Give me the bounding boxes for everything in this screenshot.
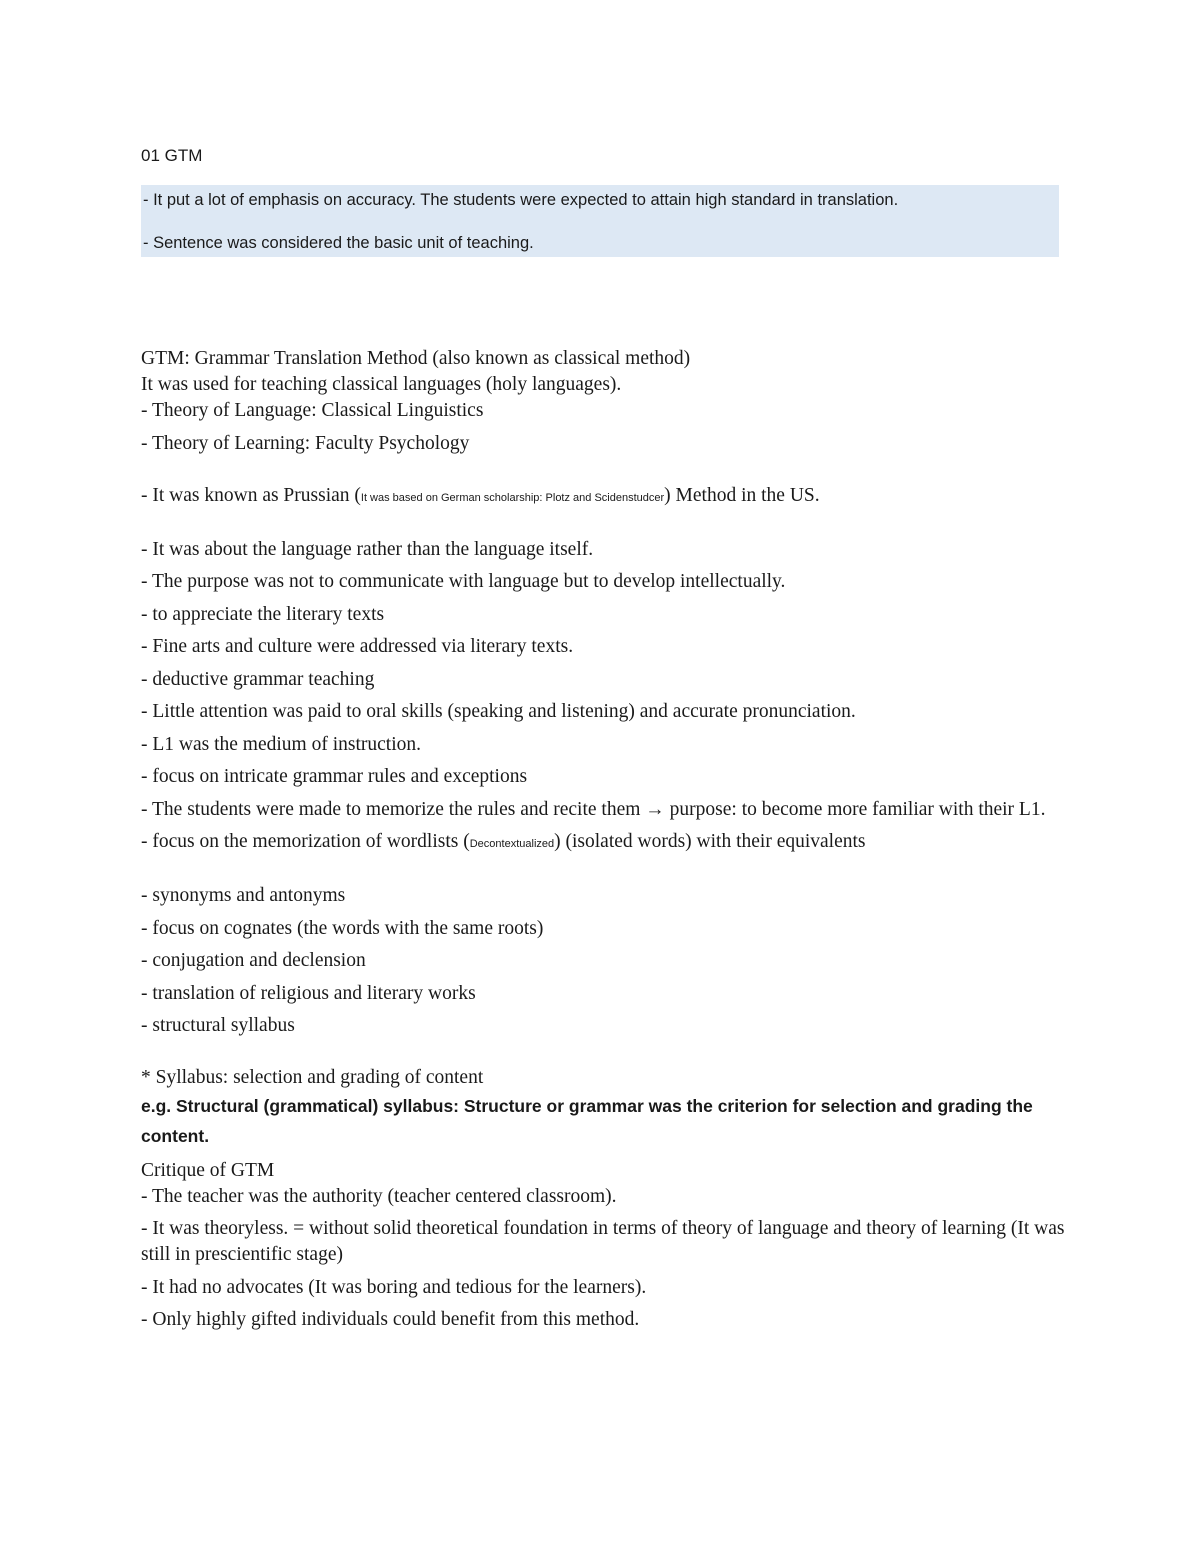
wordlists-before: - focus on the memorization of wordlists ( xyxy=(141,831,470,852)
point-4: - Fine arts and culture were addressed via literary texts. xyxy=(141,636,574,657)
prussian-after: ) Method in the US. xyxy=(664,484,820,506)
wordlists-after: ) (isolated words) with their equivalents xyxy=(554,831,866,852)
critique-heading: Critique of GTM xyxy=(141,1159,275,1181)
point-7: - L1 was the medium of instruction. xyxy=(141,733,421,755)
intro-heading: GTM: Grammar Translation Method (also known as classical method) xyxy=(141,348,691,369)
point-1: - It was about the language rather than the language itself. xyxy=(141,538,594,560)
prussian-before: - It was known as Prussian ( xyxy=(141,484,361,506)
point-5: - deductive grammar teaching xyxy=(141,668,375,690)
document-title: 01 GTM xyxy=(141,146,203,165)
intro-line-3: - Theory of Learning: Faculty Psychology xyxy=(141,432,470,454)
wordlists-line xyxy=(141,829,1066,857)
highlight-line-1: - It put a lot of emphasis on accuracy. The students were expected to attain high standard in translation. xyxy=(143,191,899,209)
critique-item-1: - The teacher was the authority (teacher centered classroom). xyxy=(141,1185,617,1207)
syllabus-line: * Syllabus: selection and grading of content xyxy=(141,1067,484,1088)
wordlists-note: Decontextualized xyxy=(469,838,555,850)
critique-item-2: - It was theoryless. = without solid theoretical foundation in terms of theory of language and theory of learning (It was still in prescientific stage) xyxy=(141,1218,1065,1265)
point2-3: - conjugation and declension xyxy=(141,950,366,971)
prussian-line xyxy=(141,483,1066,511)
critique-item-3: - It had no advocates (It was boring and tedious for the learners). xyxy=(141,1276,647,1298)
point-9: - The students were made to memorize the rules and recite them → purpose: to become more familiar with their L1. xyxy=(141,798,1046,820)
critique-item-4: - Only highly gifted individuals could benefit from this method. xyxy=(141,1309,640,1330)
point-2: - The purpose was not to communicate with language but to develop intellectually. xyxy=(141,571,786,592)
prussian-note: It was based on German scholarship: Plotz and Scidenstudcer xyxy=(360,491,665,504)
point-8: - focus on intricate grammar rules and exceptions xyxy=(141,766,528,787)
intro-line-1: It was used for teaching classical languages (holy languages). xyxy=(141,374,622,395)
point-3: - to appreciate the literary texts xyxy=(141,603,385,625)
highlight-line-2: - Sentence was considered the basic unit of teaching. xyxy=(143,234,534,252)
point2-5: - structural syllabus xyxy=(141,1015,295,1036)
point2-1: - synonyms and antonyms xyxy=(141,885,346,906)
intro-line-2: - Theory of Language: Classical Linguistics xyxy=(141,400,484,421)
point2-2: - focus on cognates (the words with the same roots) xyxy=(141,917,544,939)
point2-4: - translation of religious and literary works xyxy=(141,982,476,1004)
point-6: - Little attention was paid to oral skills (speaking and listening) and accurate pronunciation. xyxy=(141,701,856,722)
notes-body xyxy=(141,346,1066,1333)
syllabus-example: e.g. Structural (grammatical) syllabus: Structure or grammar was the criterion for selection and grading the content. xyxy=(141,1096,1033,1146)
